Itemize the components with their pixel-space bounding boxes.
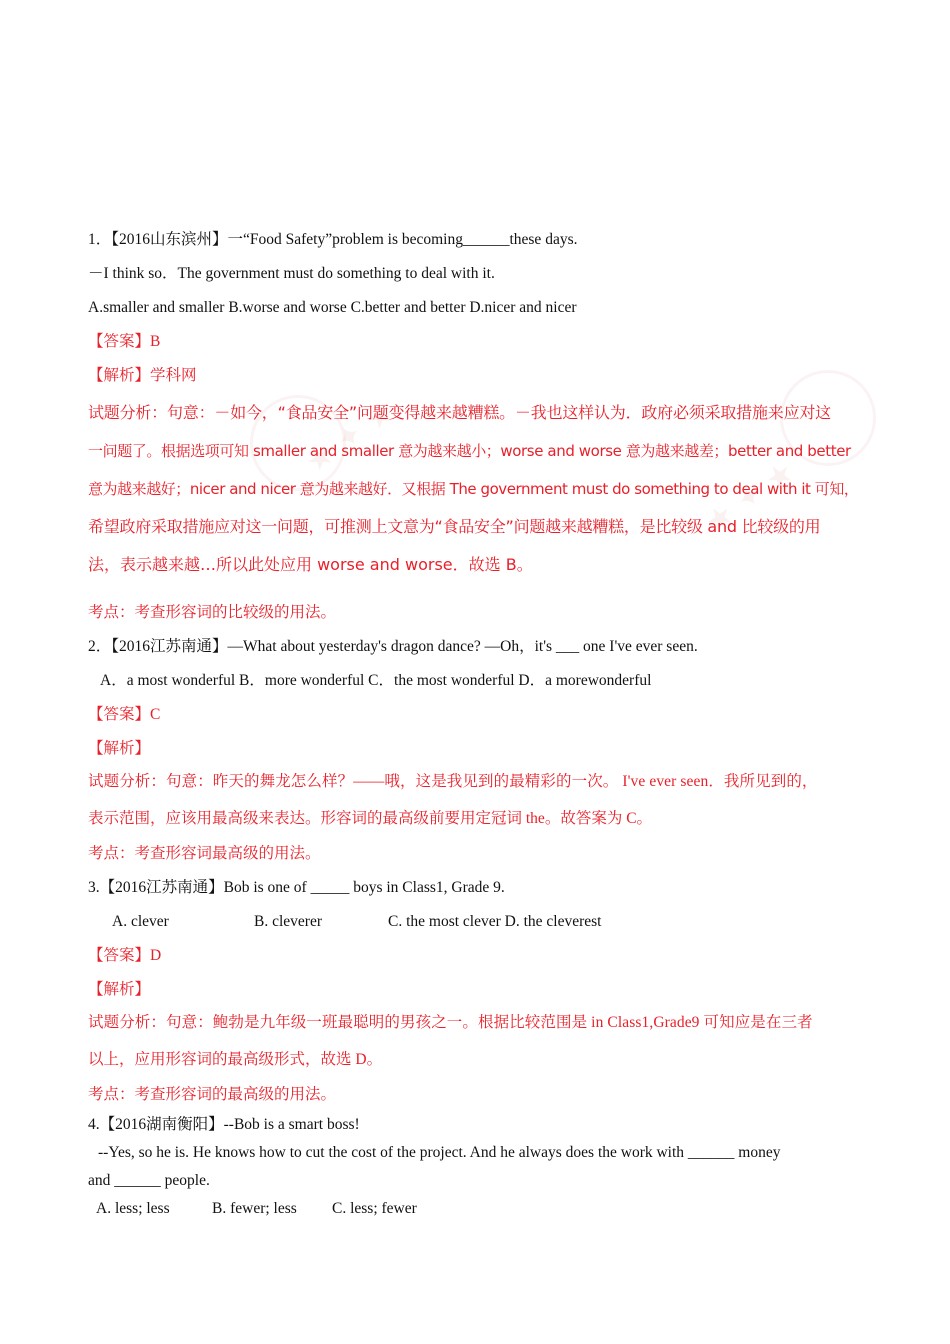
q3-analysis-label: 【解析】	[88, 981, 151, 998]
q3-point: 考点：考查形容词的最高级的用法。	[88, 1086, 337, 1103]
q2-stem: 2．【2016江苏南通】—What about yesterday's dragon dance? —Oh，it's ___ one I've ever seen.	[88, 638, 698, 655]
q4-option-c: C. less; fewer	[332, 1200, 417, 1217]
q1-analysis-line-4: 希望政府采取措施应对这一问题，可推测上文意为“食品安全”问题越来越糟糕，是比较级 and 比较级的用	[88, 517, 821, 536]
q4-option-b: B. fewer; less	[212, 1200, 297, 1217]
q1-analysis-line-2: 一问题了。根据选项可知 smaller and smaller 意为越来越小；worse and worse 意为越来越差；better and better	[88, 442, 851, 460]
q1-analysis-label: 【解析】学科网	[88, 367, 197, 384]
q4-option-a: A. less; less	[96, 1200, 170, 1217]
q2-options: A．a most wonderful B．more wonderful C．the most wonderful D．a morewonderful	[100, 672, 652, 689]
q1-reply: －I think so．The government must do something to deal with it.	[88, 265, 495, 282]
q1-analysis-line-5: 法，表示越来越…所以此处应用 worse and worse．故选 B。	[88, 555, 533, 574]
q3-option-cd: C. the most clever D. the cleverest	[388, 913, 602, 930]
q3-option-a: A. clever	[112, 913, 169, 930]
q4-stem: 4.【2016湖南衡阳】--Bob is a smart boss!	[88, 1116, 360, 1133]
q2-answer: 【答案】C	[88, 706, 161, 723]
watermark-mark-1: ★ ✦ ★	[298, 394, 401, 481]
q4-reply: --Yes, so he is. He knows how to cut the cost of the project. And he always does the work with ______ money	[98, 1144, 781, 1161]
q1-options: A.smaller and smaller B.worse and worse C.better and better D.nicer and nicer	[88, 299, 577, 316]
q3-analysis-line-2: 以上，应用形容词的最高级形式，故选 D。	[88, 1051, 383, 1068]
q3-option-b: B. cleverer	[254, 913, 322, 930]
q2-point: 考点：考查形容词最高级的用法。	[88, 845, 321, 862]
q1-analysis-line-3: 意为越来越好；nicer and nicer 意为越来越好．又根据 The government must do something to deal with it 可知，	[88, 480, 859, 498]
q3-answer: 【答案】D	[88, 947, 162, 964]
q1-point: 考点：考查形容词的比较级的用法。	[88, 604, 337, 621]
watermark-mark-2: ★ ✦ ★	[698, 454, 801, 541]
q1-stem: 1．【2016山东滨州】一“Food Safety”problem is becoming______these days.	[88, 231, 578, 248]
q3-analysis-line-1: 试题分析：句意：鲍勃是九年级一班最聪明的男孩之一。根据比较范围是 in Class1,Grade9 可知应是在三者	[88, 1014, 813, 1031]
q1-answer: 【答案】B	[88, 333, 161, 350]
q2-analysis-label: 【解析】	[88, 740, 151, 757]
q3-stem: 3.【2016江苏南通】Bob is one of _____ boys in Class1, Grade 9.	[88, 879, 505, 896]
q2-analysis-line-2: 表示范围，应该用最高级来表达。形容词的最高级前要用定冠词 the。故答案为 C。	[88, 810, 653, 827]
q2-analysis-line-1: 试题分析：句意：昨天的舞龙怎么样？——哦，这是我见到的最精彩的一次。 I've ever seen．我所见到的，	[88, 773, 818, 790]
q1-analysis-line-1: 试题分析：句意：－如今，“食品安全”问题变得越来越糟糕。－我也这样认为．政府必须采取措施来应对这	[88, 403, 831, 422]
q4-reply-cont: and ______ people.	[88, 1172, 210, 1189]
